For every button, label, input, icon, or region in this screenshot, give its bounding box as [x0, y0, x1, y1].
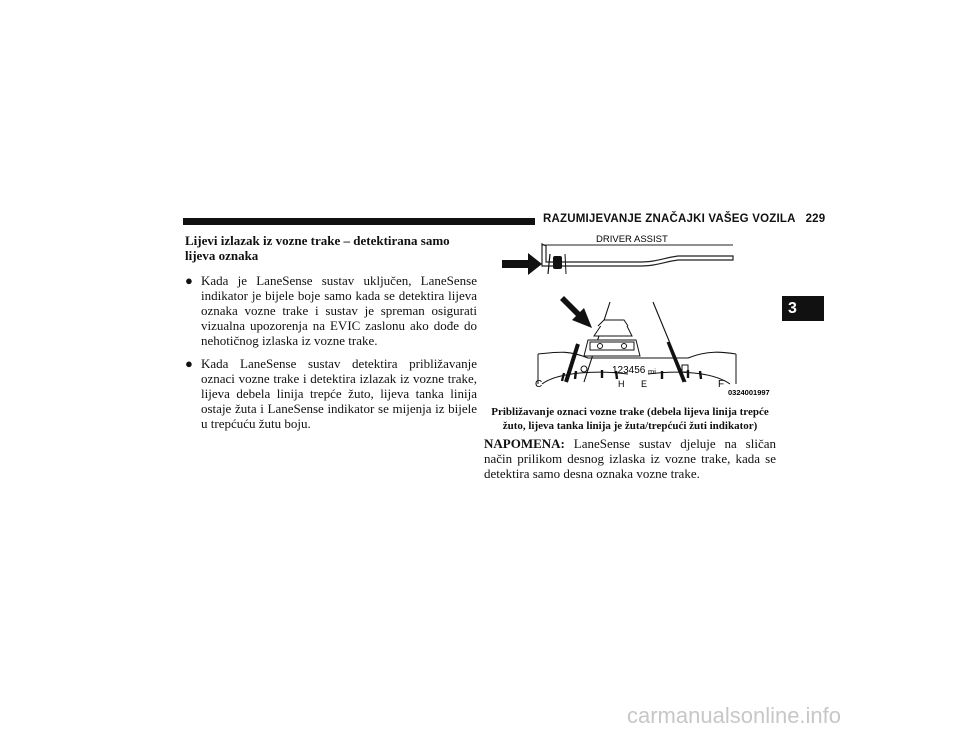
note-label: NAPOMENA:	[484, 436, 565, 451]
bullet-list	[185, 273, 477, 431]
car-icon	[584, 320, 640, 356]
display-panel-outline	[542, 244, 733, 266]
bullet-item	[185, 273, 477, 348]
arrow-diagonal-icon	[560, 296, 592, 328]
section-title-line2: lijeva oznaka	[185, 248, 259, 263]
right-thick-lane-line	[668, 342, 684, 382]
watermark: carmanualsonline.info	[627, 703, 842, 728]
image-code: 0324001997	[728, 388, 770, 397]
running-head-title: RAZUMIJEVANJE ZNAČAJKI VAŠEG VOZILA	[543, 213, 796, 225]
page-number: 229	[805, 213, 826, 225]
driver-assist-heading: DRIVER ASSIST	[596, 234, 668, 245]
odometer-value: 123456	[612, 365, 646, 376]
arrow-right-icon	[502, 253, 542, 275]
section-title	[185, 233, 477, 263]
bullet-icon: ●	[185, 356, 193, 371]
header-rule	[183, 218, 535, 225]
bullet-item	[185, 356, 477, 431]
note-paragraph	[484, 436, 776, 481]
fuel-gauge-empty-label: E	[641, 379, 648, 389]
driver-assist-illustration	[498, 232, 783, 402]
bullet-icon: ●	[185, 273, 193, 288]
driver-assist-figure	[498, 232, 783, 402]
temp-gauge-cold-label: C	[535, 379, 543, 390]
odometer-unit: mi	[648, 367, 656, 376]
lanesense-icon	[548, 254, 566, 274]
note-text: LaneSense sustav djeluje na sličan način prilikom desnog izlaska iz vozne trake, kada se detektira samo desna oznaka vozne trake.	[484, 436, 777, 481]
temp-gauge-hot-label: H	[618, 379, 625, 389]
bullet-text: Kada LaneSense sustav detektira približavanje oznaci vozne trake i detektira izlazak iz vozne trake, lijeva debela linija trepće žuto, lijeva tanka linija ostaje žuta i LaneSense indikator se mijenja iz bijele u trepćuću žutu boju.	[201, 356, 477, 431]
section-title-line1: Lijevi izlazak iz vozne trake – detektirana samo	[185, 233, 450, 248]
left-column	[185, 233, 477, 439]
fuel-gauge-full-label: F	[718, 379, 725, 390]
bullet-text: Kada je LaneSense sustav uključen, LaneSense indikator je bijele boje samo kada se detektira lijeva oznaka vozne trake i sustav je spreman osigurati vizualna upozorenja na EVIC zaslonu ako dođe do nehotičnog izlaska iz vozne trake.	[201, 273, 477, 348]
chapter-tab: 3	[782, 296, 824, 321]
temperature-icon	[581, 366, 587, 372]
running-head	[543, 213, 825, 225]
figure-caption: Približavanje oznaci vozne trake (debela lijeva linija trepće žuto, lijeva tanka linija je žuta/trepćući žuti indikator)	[491, 406, 769, 432]
